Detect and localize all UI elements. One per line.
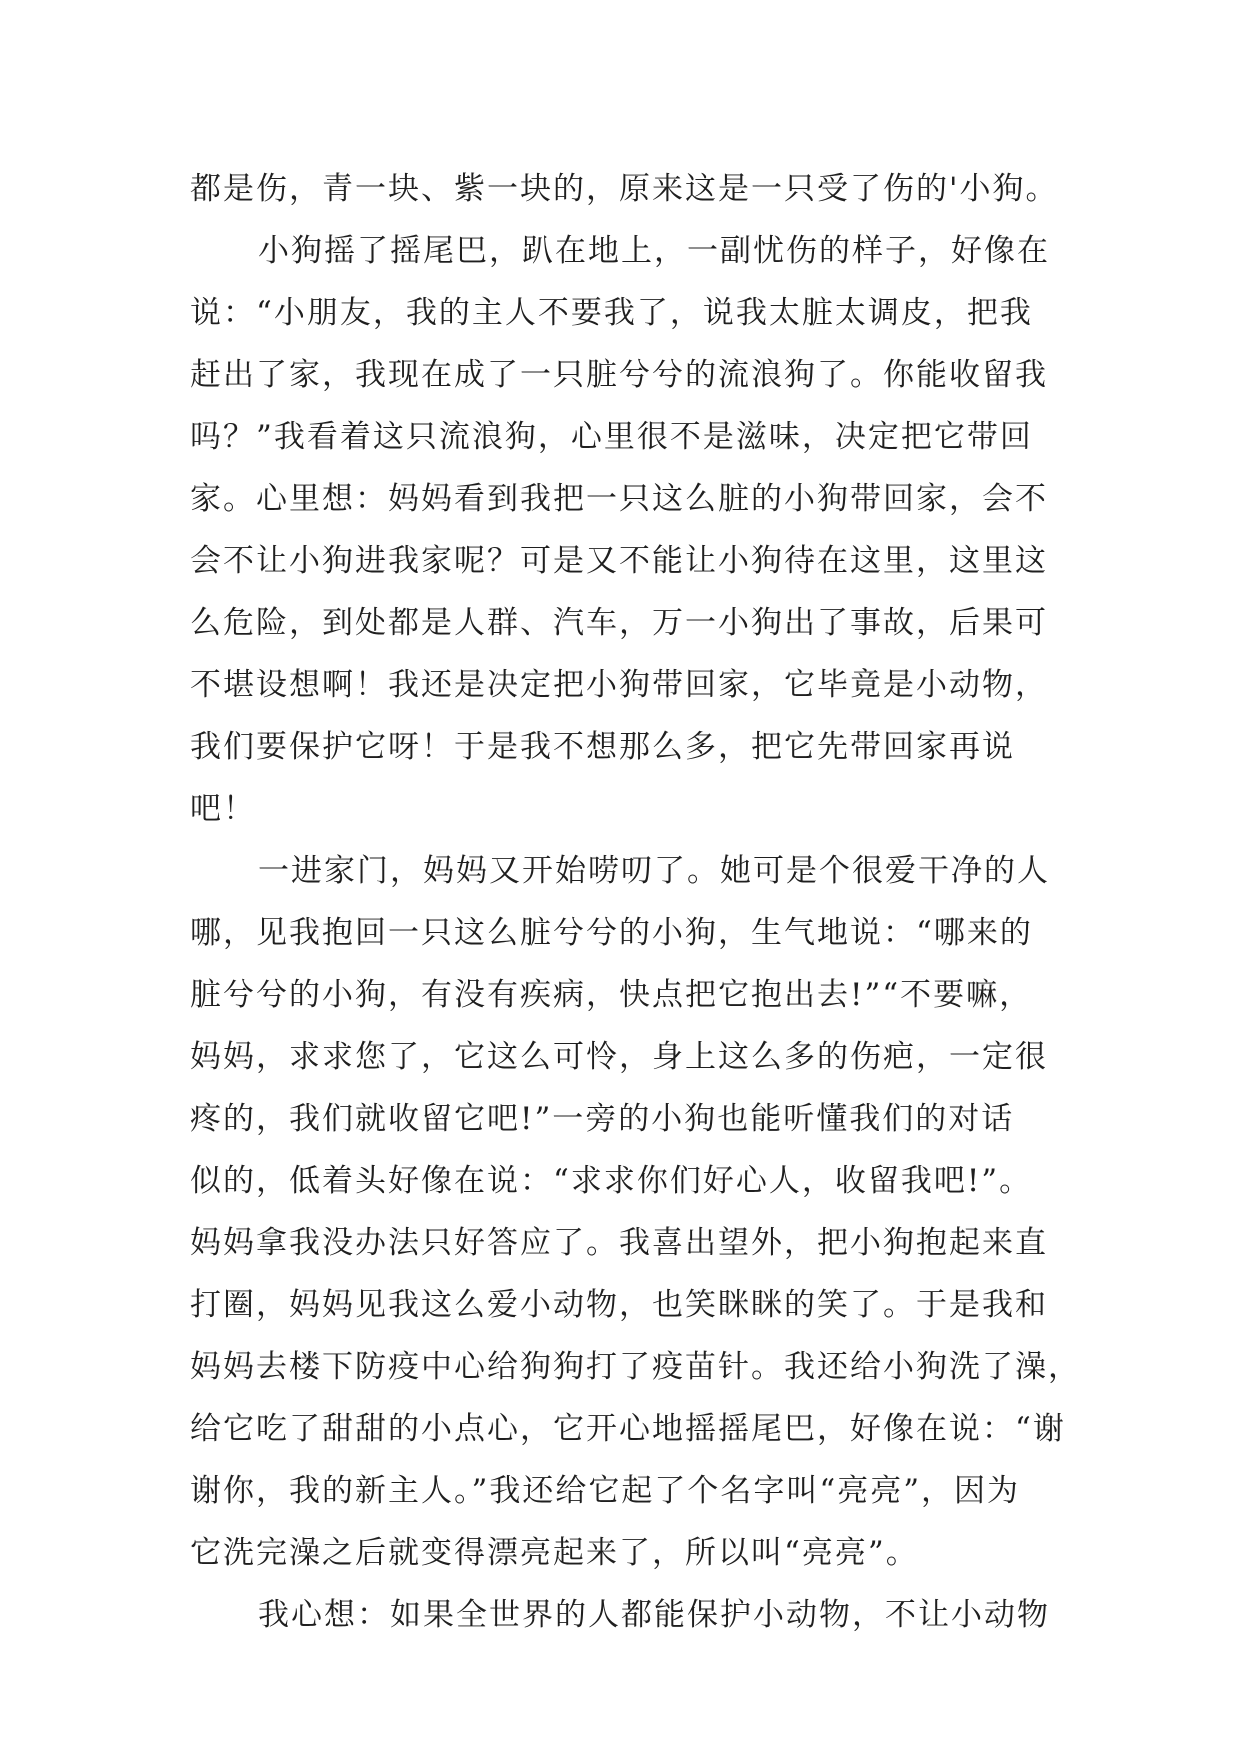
text-line: 哪，见我抱回一只这么脏兮兮的小狗，生气地说：“哪来的: [190, 915, 1033, 951]
text-line: 吧！: [190, 791, 256, 827]
paragraph-first-line: 我心想：如果全世界的人都能保护小动物，不让小动物: [258, 1597, 1050, 1633]
text-line: 打圈，妈妈见我这么爱小动物，也笑眯眯的笑了。于是我和: [190, 1287, 1048, 1323]
text-line: 我们要保护它呀！于是我不想那么多，把它先带回家再说: [190, 729, 1015, 765]
text-line: 都是伤，青一块、紫一块的，原来这是一只受了伤的'小狗。: [190, 171, 1059, 207]
text-line: 谢你，我的新主人。”我还给它起了个名字叫“亮亮”，因为: [190, 1473, 1021, 1509]
text-line: 脏兮兮的小狗，有没有疾病，快点把它抱出去!”“不要嘛，: [190, 977, 1033, 1013]
paragraph-first-line: 小狗摇了摇尾巴，趴在地上，一副忧伤的样子，好像在: [258, 233, 1050, 269]
text-line: 妈妈去楼下防疫中心给狗狗打了疫苗针。我还给小狗洗了澡，: [190, 1349, 1081, 1385]
text-line: 给它吃了甜甜的小点心，它开心地摇摇尾巴，好像在说：“谢: [190, 1411, 1066, 1447]
text-line: 不堪设想啊！我还是决定把小狗带回家，它毕竟是小动物，: [190, 667, 1048, 703]
text-line: 么危险，到处都是人群、汽车，万一小狗出了事故，后果可: [190, 605, 1048, 641]
text-line: 会不让小狗进我家呢？可是又不能让小狗待在这里，这里这: [190, 543, 1048, 579]
text-line: 吗？”我看着这只流浪狗，心里很不是滋味，决定把它带回: [190, 419, 1033, 455]
text-line: 赶出了家，我现在成了一只脏兮兮的流浪狗了。你能收留我: [190, 357, 1048, 393]
text-line: 疼的，我们就收留它吧!”一旁的小狗也能听懂我们的对话: [190, 1101, 1015, 1137]
text-line: 家。心里想：妈妈看到我把一只这么脏的小狗带回家，会不: [190, 481, 1048, 517]
text-line: 说：“小朋友，我的主人不要我了，说我太脏太调皮，把我: [190, 295, 1033, 331]
essay-body: [190, 158, 1081, 1646]
text-line: 妈妈拿我没办法只好答应了。我喜出望外，把小狗抱起来直: [190, 1225, 1048, 1261]
text-line: 它洗完澡之后就变得漂亮起来了，所以叫“亮亮”。: [190, 1535, 919, 1571]
text-line: 妈妈，求求您了，它这么可怜，身上这么多的伤疤，一定很: [190, 1039, 1048, 1075]
paragraph-first-line: 一进家门，妈妈又开始唠叨了。她可是个很爱干净的人: [258, 853, 1050, 889]
text-line: 似的，低着头好像在说：“求求你们好心人，收留我吧!”。: [190, 1163, 1033, 1199]
